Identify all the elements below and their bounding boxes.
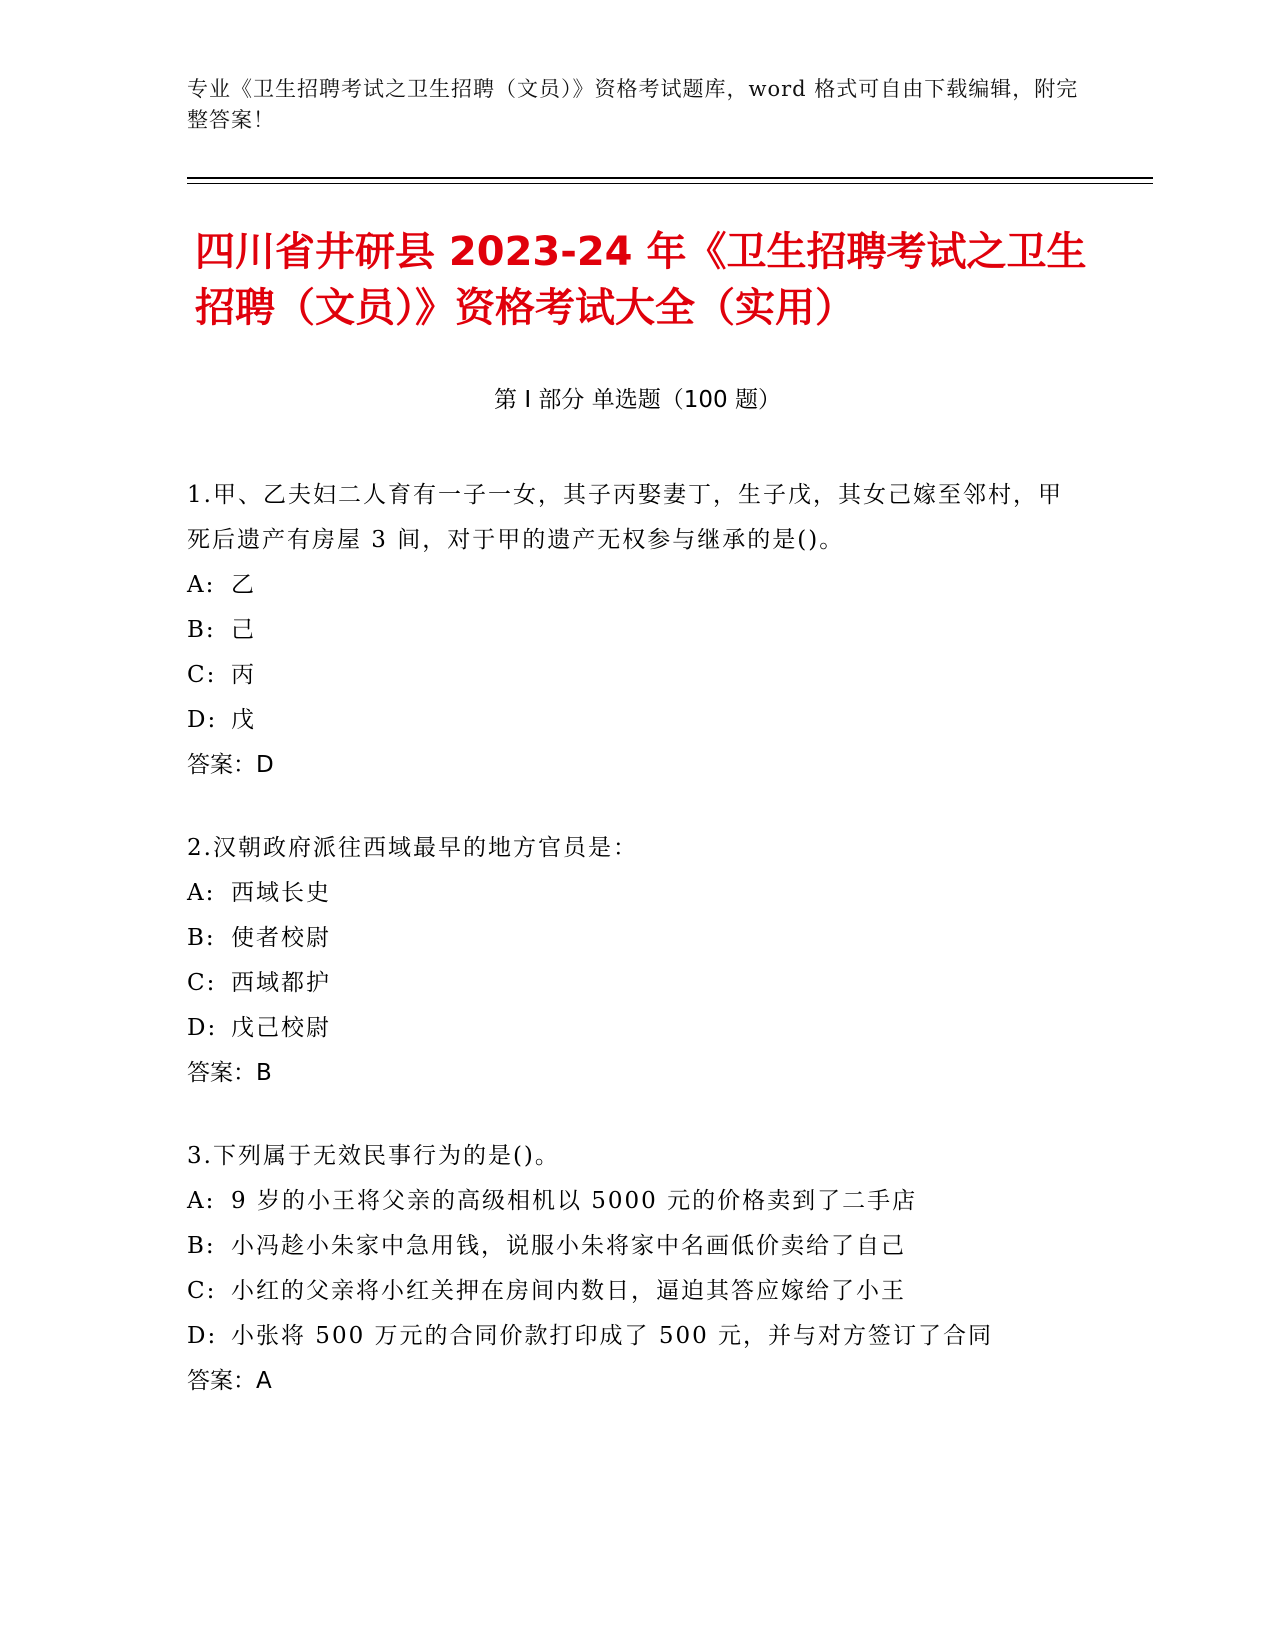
option-d	[187, 1314, 1087, 1359]
option-key: B:	[187, 925, 216, 951]
answer-line: 答案：D	[187, 752, 274, 778]
question-2	[187, 826, 1087, 1096]
header-rule-thick	[187, 177, 1153, 179]
option-text: 9 岁的小王将父亲的高级相机以 5000 元的价格卖到了二手店	[231, 1188, 918, 1214]
option-key: D:	[187, 1015, 218, 1041]
option-key: B:	[187, 1233, 216, 1259]
option-c	[187, 1269, 1087, 1314]
option-c	[187, 653, 1087, 698]
option-b	[187, 916, 1087, 961]
option-a	[187, 1179, 1087, 1224]
answer-line: 答案：A	[187, 1368, 272, 1394]
question-3	[187, 1134, 1087, 1404]
option-b	[187, 1224, 1087, 1269]
option-text: 己	[231, 617, 256, 643]
option-c	[187, 961, 1087, 1006]
option-key: A:	[187, 880, 216, 906]
question-stem: 2.汉朝政府派往西域最早的地方官员是：	[187, 835, 638, 861]
option-key: C:	[187, 970, 217, 996]
option-text: 丙	[231, 662, 256, 688]
option-text: 小冯趁小朱家中急用钱，说服小朱将家中名画低价卖给了自己	[231, 1233, 906, 1259]
option-text: 西域长史	[231, 880, 331, 906]
option-text: 戊己校尉	[231, 1015, 331, 1041]
header-rule-thin	[187, 183, 1153, 184]
option-text: 小红的父亲将小红关押在房间内数日，逼迫其答应嫁给了小王	[231, 1278, 906, 1304]
section-heading: 第 I 部分 单选题（100 题）	[494, 387, 781, 413]
option-text: 小张将 500 万元的合同价款打印成了 500 元，并与对方签订了合同	[231, 1323, 994, 1349]
document-title: 四川省井研县 2023-24 年《卫生招聘考试之卫生招聘（文员）》资格考试大全（实用）	[195, 229, 1087, 331]
question-1	[187, 473, 1087, 788]
option-d	[187, 1006, 1087, 1051]
question-list	[187, 473, 1087, 1442]
option-text: 戊	[231, 707, 256, 733]
answer-line: 答案：B	[187, 1060, 272, 1086]
option-key: A:	[187, 572, 216, 598]
option-b	[187, 608, 1087, 653]
option-key: D:	[187, 707, 218, 733]
option-text: 乙	[231, 572, 256, 598]
option-text: 使者校尉	[231, 925, 331, 951]
option-a	[187, 871, 1087, 916]
option-key: D:	[187, 1323, 218, 1349]
option-text: 西域都护	[231, 970, 331, 996]
question-stem: 3.下列属于无效民事行为的是()。	[187, 1143, 560, 1169]
header-note: 专业《卫生招聘考试之卫生招聘（文员）》资格考试题库，word 格式可自由下载编辑，附完整答案！	[187, 77, 1079, 132]
option-a	[187, 563, 1087, 608]
option-key: A:	[187, 1188, 216, 1214]
option-key: C:	[187, 1278, 217, 1304]
option-d	[187, 698, 1087, 743]
question-stem: 1.甲、乙夫妇二人育有一子一女，其子丙娶妻丁，生子戊，其女己嫁至邻村，甲死后遗产有房屋 3 间，对于甲的遗产无权参与继承的是()。	[187, 482, 1063, 553]
option-key: C:	[187, 662, 217, 688]
option-key: B:	[187, 617, 216, 643]
